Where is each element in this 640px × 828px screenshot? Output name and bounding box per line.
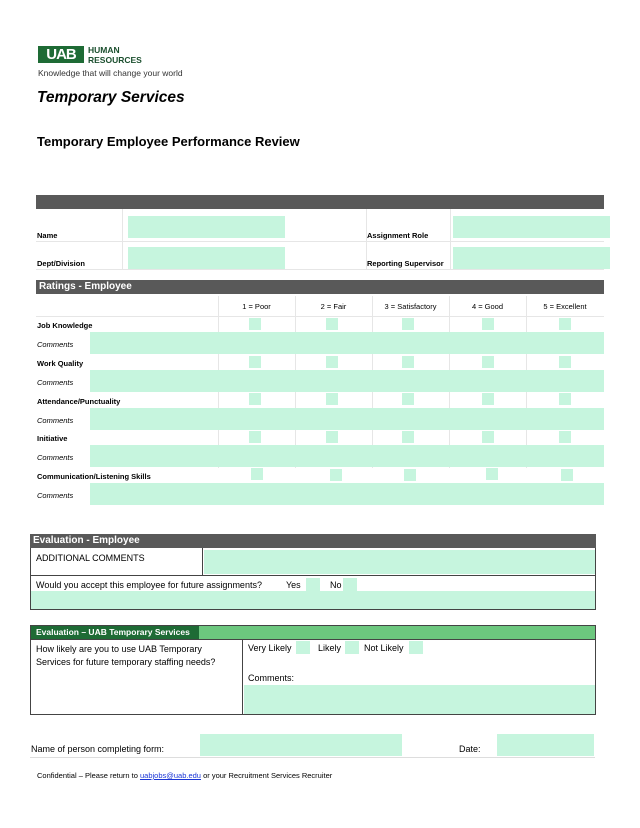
very-likely-checkbox[interactable] — [296, 641, 310, 654]
staffing-question-line-2: Services for future temporary staffing needs? — [36, 657, 216, 667]
rating-checkbox[interactable] — [561, 469, 573, 481]
likely-label: Likely — [318, 643, 342, 653]
criterion-label: Job Knowledge — [37, 321, 93, 330]
rating-checkbox[interactable] — [402, 356, 414, 368]
logo-line-2: RESOURCES — [88, 55, 142, 65]
dept-label: Dept/Division — [37, 259, 85, 268]
rating-checkbox[interactable] — [559, 393, 571, 405]
completed-by-field[interactable] — [200, 734, 402, 756]
very-likely-label: Very Likely — [248, 643, 292, 653]
name-field[interactable] — [128, 216, 285, 238]
role-label: Assignment Role — [367, 231, 429, 240]
supervisor-field[interactable] — [453, 247, 610, 269]
yes-label: Yes — [286, 580, 301, 590]
criterion-label: Attendance/Punctuality — [37, 397, 121, 406]
rating-checkbox[interactable] — [326, 356, 338, 368]
additional-comments-label: ADDITIONAL COMMENTS — [36, 553, 145, 563]
rating-checkbox[interactable] — [482, 318, 494, 330]
likely-checkbox[interactable] — [345, 641, 359, 654]
rating-checkbox[interactable] — [402, 393, 414, 405]
rating-checkbox[interactable] — [559, 431, 571, 443]
rating-checkbox[interactable] — [482, 393, 494, 405]
rating-checkbox[interactable] — [482, 356, 494, 368]
staffing-question — [36, 643, 215, 669]
confidential-prefix: Confidential – Please return to — [37, 771, 140, 780]
form-title: Temporary Employee Performance Review — [37, 134, 300, 149]
evaluation-uab-header-bar — [199, 626, 595, 639]
logo-line-1: HUMAN — [88, 45, 120, 55]
evaluation-uab-header: Evaluation – UAB Temporary Services — [31, 626, 199, 639]
dept-field[interactable] — [128, 247, 285, 269]
scale-5: 5 = Excellent — [543, 302, 587, 311]
uab-comments-field[interactable] — [244, 685, 595, 714]
ratings-header: Ratings - Employee — [36, 280, 604, 294]
criterion-label: Work Quality — [37, 359, 84, 368]
not-likely-label: Not Likely — [364, 643, 404, 653]
rating-checkbox[interactable] — [326, 431, 338, 443]
rating-checkbox[interactable] — [251, 468, 263, 480]
comments-field[interactable] — [90, 332, 604, 354]
rating-checkbox[interactable] — [326, 318, 338, 330]
confidential-note — [37, 771, 332, 780]
additional-comments-field[interactable] — [204, 550, 595, 574]
rating-checkbox[interactable] — [404, 469, 416, 481]
scale-2: 2 = Fair — [320, 302, 347, 311]
rating-checkbox[interactable] — [326, 393, 338, 405]
rating-checkbox[interactable] — [402, 318, 414, 330]
comments-field[interactable] — [90, 483, 604, 505]
no-checkbox[interactable] — [343, 578, 357, 591]
future-assignment-comment-field[interactable] — [31, 591, 595, 609]
hr-logo-text — [88, 45, 142, 65]
rating-checkbox[interactable] — [249, 318, 261, 330]
email-link[interactable]: uabjobs@uab.edu — [139, 771, 201, 780]
criterion-label: Initiative — [37, 434, 68, 443]
future-assignment-question: Would you accept this employee for future assignments? — [36, 580, 262, 590]
rating-checkbox[interactable] — [402, 431, 414, 443]
supervisor-label: Reporting Supervisor — [367, 259, 444, 268]
rating-checkbox[interactable] — [486, 468, 498, 480]
comments-label: Comments — [37, 491, 74, 500]
yes-checkbox[interactable] — [306, 578, 320, 591]
page-title: Temporary Services — [37, 89, 185, 106]
scale-4: 4 = Good — [471, 302, 504, 311]
comments-label: Comments — [37, 340, 74, 349]
rating-checkbox[interactable] — [249, 431, 261, 443]
uab-logo-mark: UAB — [38, 46, 84, 63]
scale-1: 1 = Poor — [242, 302, 271, 311]
evaluation-employee-header: Evaluation - Employee — [30, 534, 596, 548]
date-field[interactable] — [497, 734, 594, 756]
tagline: Knowledge that will change your world — [38, 68, 183, 78]
rating-checkbox[interactable] — [330, 469, 342, 481]
completed-by-label: Name of person completing form: — [31, 744, 165, 754]
uab-comments-label: Comments: — [248, 673, 295, 683]
no-label: No — [330, 580, 342, 590]
rating-checkbox[interactable] — [249, 356, 261, 368]
staffing-question-line-1: How likely are you to use UAB Temporary — [36, 644, 202, 654]
criterion-label: Communication/Listening Skills — [37, 472, 151, 481]
rating-checkbox[interactable] — [559, 356, 571, 368]
confidential-suffix: or your Recruitment Services Recruiter — [200, 771, 333, 780]
rating-checkbox[interactable] — [249, 393, 261, 405]
comments-label: Comments — [37, 416, 74, 425]
date-label: Date: — [459, 744, 481, 754]
role-field[interactable] — [453, 216, 610, 238]
rating-checkbox[interactable] — [559, 318, 571, 330]
scale-3: 3 = Satisfactory — [384, 302, 437, 311]
comments-label: Comments — [37, 453, 74, 462]
comments-field[interactable] — [90, 370, 604, 392]
not-likely-checkbox[interactable] — [409, 641, 423, 654]
comments-label: Comments — [37, 378, 74, 387]
name-label: Name — [37, 231, 58, 240]
info-header-bar — [36, 195, 604, 209]
comments-field[interactable] — [90, 445, 604, 467]
comments-field[interactable] — [90, 408, 604, 430]
rating-checkbox[interactable] — [482, 431, 494, 443]
